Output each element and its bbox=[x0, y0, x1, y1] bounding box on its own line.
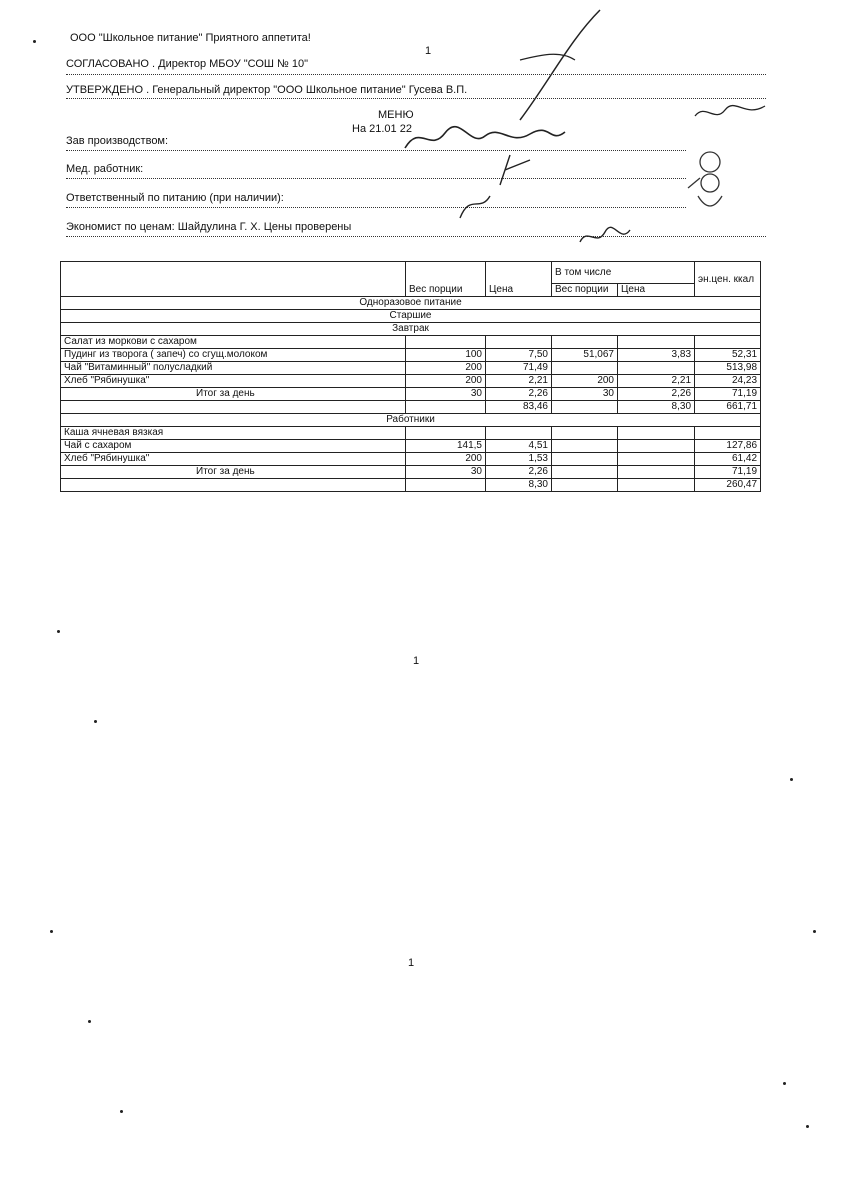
weight-cell bbox=[406, 401, 486, 414]
kcal-cell: 61,42 bbox=[695, 453, 761, 466]
medic-label: Мед. работник: bbox=[66, 163, 144, 175]
item-name-cell: Чай с сахаром bbox=[61, 440, 406, 453]
sub-price-cell bbox=[618, 479, 695, 492]
table-row bbox=[61, 453, 761, 466]
menu-table bbox=[60, 261, 761, 492]
price-cell: 7,50 bbox=[486, 349, 552, 362]
table-row bbox=[61, 401, 761, 414]
kcal-cell: 24,23 bbox=[695, 375, 761, 388]
table-row bbox=[61, 349, 761, 362]
name-header-cell bbox=[61, 262, 406, 297]
production-head-signature bbox=[400, 118, 570, 158]
item-name-cell: Итог за день bbox=[61, 388, 406, 401]
group-seniors: Старшие bbox=[61, 310, 761, 323]
item-name-cell: Пудинг из творога ( запеч) со сгущ.молоком bbox=[61, 349, 406, 362]
responsible-label: Ответственный по питанию (при наличии): bbox=[66, 192, 284, 204]
sub-price-cell bbox=[618, 466, 695, 479]
price-header: Цена bbox=[486, 262, 552, 297]
weight-cell: 141,5 bbox=[406, 440, 486, 453]
weight-cell bbox=[406, 479, 486, 492]
price-cell: 2,26 bbox=[486, 388, 552, 401]
sub-weight-cell bbox=[552, 440, 618, 453]
kcal-cell: 52,31 bbox=[695, 349, 761, 362]
price-cell: 1,53 bbox=[486, 453, 552, 466]
kcal-cell bbox=[695, 336, 761, 349]
sub-weight-cell bbox=[552, 401, 618, 414]
chef-icon bbox=[680, 148, 740, 218]
scan-speck bbox=[783, 1082, 786, 1085]
weight-cell: 30 bbox=[406, 388, 486, 401]
scan-speck bbox=[806, 1125, 809, 1128]
price-cell: 4,51 bbox=[486, 440, 552, 453]
weight-cell: 200 bbox=[406, 453, 486, 466]
price-cell: 71,49 bbox=[486, 362, 552, 375]
sub-weight-cell bbox=[552, 466, 618, 479]
sub-weight-cell bbox=[552, 427, 618, 440]
responsible-dotted-line bbox=[66, 207, 686, 208]
medic-signature bbox=[490, 150, 540, 190]
sub-weight-cell bbox=[552, 479, 618, 492]
sub-price-cell bbox=[618, 427, 695, 440]
sub-weight-cell: 51,067 bbox=[552, 349, 618, 362]
table-row bbox=[61, 466, 761, 479]
sub-price-cell: 8,30 bbox=[618, 401, 695, 414]
page-mark-middle: 1 bbox=[413, 655, 420, 667]
group-workers: Работники bbox=[61, 414, 761, 427]
approved-dotted-line bbox=[66, 98, 766, 99]
sub-weight-cell bbox=[552, 362, 618, 375]
kcal-cell: 127,86 bbox=[695, 440, 761, 453]
weight-cell: 30 bbox=[406, 466, 486, 479]
sub-price-cell: 3,83 bbox=[618, 349, 695, 362]
production-head-dotted-line bbox=[66, 150, 686, 151]
meal-breakfast: Завтрак bbox=[61, 323, 761, 336]
scan-speck bbox=[94, 720, 97, 723]
price-cell bbox=[486, 427, 552, 440]
approved-line: УТВЕРЖДЕНО . Генеральный директор "ООО Школьное питание" Гусева В.П. bbox=[66, 84, 468, 96]
economist-signature bbox=[575, 222, 635, 250]
sub-price-cell bbox=[618, 440, 695, 453]
price-cell: 8,30 bbox=[486, 479, 552, 492]
table-row bbox=[61, 388, 761, 401]
sub-price-cell: 2,26 bbox=[618, 388, 695, 401]
kcal-cell: 661,71 bbox=[695, 401, 761, 414]
agreed-dotted-line bbox=[66, 74, 766, 75]
scan-speck bbox=[813, 930, 816, 933]
sub-weight-cell bbox=[552, 336, 618, 349]
table-row bbox=[61, 440, 761, 453]
section-one-time: Одноразовое питание bbox=[61, 297, 761, 310]
price-cell: 83,46 bbox=[486, 401, 552, 414]
menu-date: На 21.01 22 bbox=[352, 123, 412, 135]
table-row bbox=[61, 362, 761, 375]
item-name-cell: Хлеб "Рябинушка" bbox=[61, 453, 406, 466]
scan-speck bbox=[33, 40, 36, 43]
table-row bbox=[61, 336, 761, 349]
table-row bbox=[61, 375, 761, 388]
sub-weight-header: Вес порции bbox=[552, 284, 618, 297]
sub-price-cell bbox=[618, 362, 695, 375]
approver-signature bbox=[690, 98, 770, 128]
kcal-cell bbox=[695, 427, 761, 440]
agreed-line: СОГЛАСОВАНО . Директор МБОУ "СОШ № 10" bbox=[66, 58, 309, 70]
weight-cell: 200 bbox=[406, 362, 486, 375]
scan-speck bbox=[57, 630, 60, 633]
price-cell: 2,21 bbox=[486, 375, 552, 388]
sub-weight-cell: 30 bbox=[552, 388, 618, 401]
scan-speck bbox=[120, 1110, 123, 1113]
table-row bbox=[61, 479, 761, 492]
responsible-signature bbox=[455, 188, 495, 223]
economist-label: Экономист по ценам: Шайдулина Г. Х. Цены проверены bbox=[66, 221, 352, 233]
director-signature bbox=[480, 0, 620, 130]
item-name-cell: Чай "Витаминный" полусладкий bbox=[61, 362, 406, 375]
including-header: В том числе bbox=[552, 262, 695, 284]
scan-speck bbox=[790, 778, 793, 781]
sub-weight-cell bbox=[552, 453, 618, 466]
table-row bbox=[61, 427, 761, 440]
company-line: ООО "Школьное питание" Приятного аппетита! bbox=[70, 32, 311, 44]
item-name-cell: Салат из моркови с сахаром bbox=[61, 336, 406, 349]
item-name-cell: Хлеб "Рябинушка" bbox=[61, 375, 406, 388]
kcal-cell: 71,19 bbox=[695, 466, 761, 479]
page-mark: 1 bbox=[425, 45, 432, 57]
medic-dotted-line bbox=[66, 178, 686, 179]
item-name-cell: Каша ячневая вязкая bbox=[61, 427, 406, 440]
weight-header: Вес порции bbox=[406, 262, 486, 297]
weight-cell bbox=[406, 427, 486, 440]
kcal-cell: 260,47 bbox=[695, 479, 761, 492]
weight-cell: 100 bbox=[406, 349, 486, 362]
item-name-cell: Итог за день bbox=[61, 466, 406, 479]
kcal-cell: 513,98 bbox=[695, 362, 761, 375]
item-name-cell bbox=[61, 401, 406, 414]
economist-dotted-line bbox=[66, 236, 766, 237]
scan-speck bbox=[88, 1020, 91, 1023]
sub-weight-cell: 200 bbox=[552, 375, 618, 388]
sub-price-cell bbox=[618, 336, 695, 349]
page-mark-lower: 1 bbox=[408, 957, 415, 969]
scan-speck bbox=[50, 930, 53, 933]
price-cell bbox=[486, 336, 552, 349]
energy-header: эн.цен. ккал bbox=[695, 262, 761, 297]
sub-price-cell: 2,21 bbox=[618, 375, 695, 388]
weight-cell: 200 bbox=[406, 375, 486, 388]
price-cell: 2,26 bbox=[486, 466, 552, 479]
menu-title: МЕНЮ bbox=[378, 109, 414, 121]
sub-price-cell bbox=[618, 453, 695, 466]
item-name-cell bbox=[61, 479, 406, 492]
weight-cell bbox=[406, 336, 486, 349]
sub-price-header: Цена bbox=[618, 284, 695, 297]
kcal-cell: 71,19 bbox=[695, 388, 761, 401]
production-head-label: Зав производством: bbox=[66, 135, 169, 147]
